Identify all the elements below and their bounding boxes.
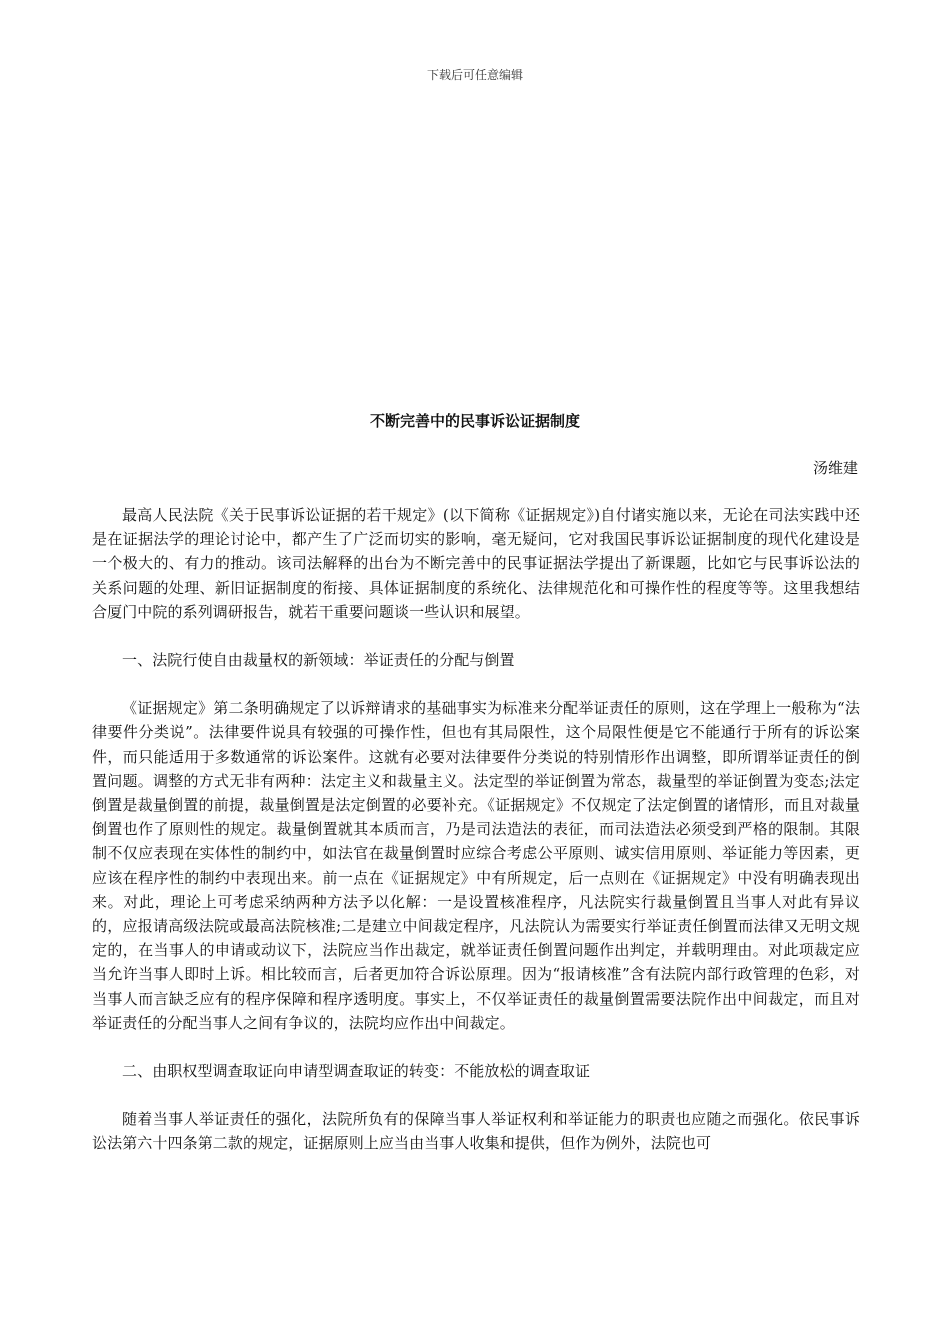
document-body <box>92 503 860 1180</box>
section-1-paragraph: 《证据规定》第二条明确规定了以诉辩请求的基础事实为标准来分配举证责任的原则，这在学理上一般称为“法律要件分类说”。法律要件说具有较强的可操作性，但也有其局限性，这个局限性便是它不能通行于所有的诉讼案件，而只能适用于多数通常的诉讼案件。这就有必要对法律要件分类说的特别情形作出调整，即所谓举证责任的倒置问题。调整的方式无非有两种：法定主义和裁量主义。法定型的举证倒置为常态，裁量型的举证倒置为变态;法定倒置是裁量倒置的前提，裁量倒置是法定倒置的必要补充。《证据规定》不仅规定了法定倒置的诸情形，而且对裁量倒置也作了原则性的规定。裁量倒置就其本质而言，乃是司法造法的表征，而司法造法必须受到严格的限制。其限制不仅应表现在实体性的制约中，如法官在裁量倒置时应综合考虑公平原则、诚实信用原则、举证能力等因素，更应该在程序性的制约中表现出来。前一点在《证据规定》中有所规定，后一点则在《证据规定》中没有明确表现出来。对此，理论上可考虑采纳两种方法予以化解：一是设置核准程序，凡法院实行裁量倒置且当事人对此有异议的，应报请高级法院或最高法院核准;二是建立中间裁定程序，凡法院认为需要实行举证责任倒置而法律又无明文规定的，在当事人的申请或动议下，法院应当作出裁定，就举证责任倒置问题作出判定，并载明理由。对此项裁定应当允许当事人即时上诉。相比较而言，后者更加符合诉讼原理。因为“报请核准”含有法院内部行政管理的色彩，对当事人而言缺乏应有的程序保障和程序透明度。事实上，不仅举证责任的裁量倒置需要法院作出中间裁定，而且对举证责任的分配当事人之间有争议的，法院均应作出中间裁定。 <box>92 699 860 1032</box>
section-heading-2: 二、由职权型调查取证向申请型调查取证的转变：不能放松的调查取证 <box>122 1062 591 1081</box>
section-2-paragraph: 随着当事人举证责任的强化，法院所负有的保障当事人举证权利和举证能力的职责也应随之而强化。依民事诉讼法第六十四条第二款的规定，证据原则上应当由当事人收集和提供，但作为例外，法院也可 <box>92 1110 860 1153</box>
author-name: 汤维建 <box>812 459 858 477</box>
intro-paragraph: 最高人民法院《关于民事诉讼证据的若干规定》(以下简称《证据规定》)自付诸实施以来，无论在司法实践中还是在证据法学的理论讨论中，都产生了广泛而切实的影响，毫无疑问，它对我国民事诉讼证据制度的现代化建设是一个极大的、有力的推动。该司法解释的出台为不断完善中的民事证据法学提出了新课题，比如它与民事诉讼法的关系问题的处理、新旧证据制度的衔接、具体证据制度的系统化、法律规范化和可操作性的程度等等。这里我想结合厦门中院的系列调研报告，就若干重要问题谈一些认识和展望。 <box>92 506 860 621</box>
document-title: 不断完善中的民事诉讼证据制度 <box>369 412 580 430</box>
section-heading-1: 一、法院行使自由裁量权的新领域：举证责任的分配与倒置 <box>122 651 515 670</box>
header-note: 下载后可任意编辑 <box>426 68 523 82</box>
